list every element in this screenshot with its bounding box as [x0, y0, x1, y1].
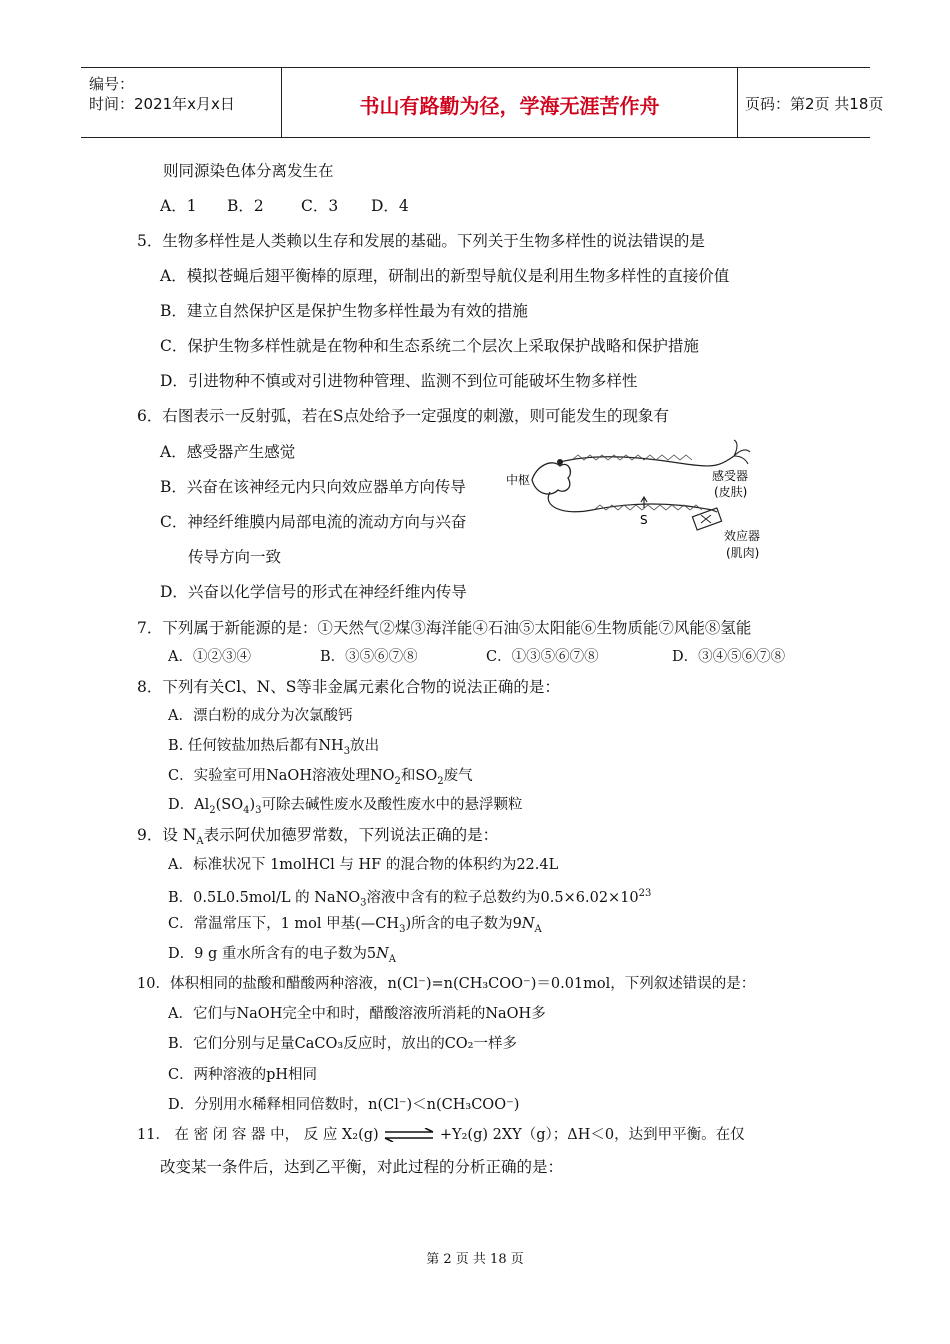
equilibrium-arrow-icon [383, 1128, 435, 1142]
header-motto-cell [281, 68, 738, 137]
q7-option-d: D．③④⑤⑥⑦⑧ [672, 649, 786, 665]
q5-option-a: A．模拟苍蝇后翅平衡棒的原理，研制出的新型导航仪是利用生物多样性的直接价值 [160, 267, 730, 285]
q5-option-d: D．引进物种不慎或对引进物种管理、监测不到位可能破坏生物多样性 [160, 372, 638, 390]
q5-stem: 5．生物多样性是人类赖以生存和发展的基础。下列关于生物多样性的说法错误的是 [137, 232, 705, 250]
q6-option-a: A．感受器产生感觉 [160, 443, 296, 461]
q4-option-b: B．2 [227, 197, 264, 215]
q4-option-d: D．4 [371, 197, 409, 215]
q4-option-c: C．3 [301, 197, 339, 215]
q7-stem: 7．下列属于新能源的是：①天然气②煤③海洋能④石油⑤太阳能⑥生物质能⑦风能⑧氢能 [137, 619, 752, 637]
q10-option-a: A．它们与NaOH完全中和时，醋酸溶液所消耗的NaOH多 [168, 1006, 546, 1022]
center-label: 中枢 [506, 473, 531, 487]
q10-option-d: D．分别用水稀释相同倍数时，n(Cl⁻)＜n(CH₃COO⁻) [168, 1097, 520, 1113]
q11-line1 [137, 1125, 745, 1145]
q6-option-b: B．兴奋在该神经元内只向效应器单方向传导 [160, 478, 466, 496]
center-neuron [532, 463, 570, 494]
q7-option-c: C．①③⑤⑥⑦⑧ [486, 649, 599, 665]
q4-tail-text: 则同源染色体分离发生在 [163, 162, 334, 180]
q9-stem: 9．设 $N_A$表示阿伏加德罗常数，下列说法正确的是： [137, 826, 499, 848]
q6-option-d: D．兴奋以化学信号的形式在神经纤维内传导 [160, 583, 467, 601]
page-info: 页码：第2页 共18页 [745, 95, 884, 113]
q7-option-b: B．③⑤⑥⑦⑧ [320, 649, 418, 665]
receptor-sub-label: (皮肤) [714, 485, 748, 499]
q10-stem: 10．体积相同的盐酸和醋酸两种溶液，n(Cl⁻)=n(CH₃COO⁻)＝0.01mol，下列叙述错误的是： [137, 976, 756, 992]
q11-line1-b: +Y₂(g) 2XY（g）；ΔH＜0，达到甲平衡。在仅 [439, 1127, 745, 1143]
effector-mark [701, 515, 711, 523]
q8-option-c: C．实验室可用NaOH溶液处理$NO_2$和$SO_2$废气 [168, 768, 473, 787]
q9-option-d: D．9 g 重水所含有的电子数为$5N_A$ [168, 946, 396, 965]
q10-option-c: C．两种溶液的pH相同 [168, 1067, 318, 1083]
header-meta [81, 68, 281, 137]
point-s-label: S [640, 513, 648, 527]
reflex-arc-diagram [502, 436, 802, 566]
effector-sub-label: (肌肉) [726, 546, 760, 560]
q7-options [168, 647, 785, 667]
q11-line1-a: 11． 在 密 闭 容 器 中， 反 应 X₂(g) [137, 1127, 379, 1143]
q11-line2: 改变某一条件后，达到乙平衡，对此过程的分析正确的是： [160, 1158, 564, 1176]
q5-option-b: B．建立自然保护区是保护生物多样性最为有效的措施 [160, 302, 528, 320]
q4-option-a: A．1 [160, 197, 197, 215]
receptor-endings [734, 440, 750, 464]
effector-label: 效应器 [724, 529, 761, 543]
q6-stem: 6．右图表示一反射弧，若在S点处给予一定强度的刺激，则可能发生的现象有 [137, 407, 669, 425]
q5-option-c: C．保护生物多样性就是在物种和生态系统二个层次上采取保护战略和保护措施 [160, 337, 699, 355]
effector-block [692, 508, 721, 530]
q6-option-c: C．神经纤维膜内局部电流的流动方向与兴奋 [160, 513, 467, 531]
q8-option-d: D．$Al_2(SO_4)_3$可除去碱性废水及酸性废水中的悬浮颗粒 [168, 797, 523, 816]
q7-option-a: A．①②③④ [168, 649, 251, 665]
page-footer: 第 2 页 共 18 页 [426, 1252, 524, 1267]
q8-option-b: B. 任何铵盐加热后都有$NH_3$放出 [168, 738, 380, 757]
q10-option-b: B．它们分别与足量CaCO₃反应时，放出的CO₂一样多 [168, 1036, 517, 1052]
time-label: 时间：2021年x月x日 [89, 95, 235, 113]
motto: 书山有路勤为径，学海无涯苦作舟 [359, 94, 660, 118]
q8-stem: 8．下列有关Cl、N、S等非金属元素化合物的说法正确的是： [137, 678, 560, 696]
q8-option-a: A．漂白粉的成分为次氯酸钙 [168, 708, 353, 724]
receptor-label: 感受器 [712, 469, 749, 483]
header-page-cell [737, 68, 884, 137]
page-header [81, 67, 884, 138]
q4-options [160, 196, 409, 216]
q9-option-a: A．标准状况下 1molHCl 与 HF 的混合物的体积约为22.4L [168, 857, 559, 873]
q6-option-c-cont: 传导方向一致 [188, 548, 282, 566]
number-label: 编号： [89, 75, 135, 93]
q9-option-b: B．0.5L0.5mol/L 的 NaNO$_3$溶液中含有的粒子总数约为$0.5\times 6.02\times 10^{23}$ [168, 888, 652, 909]
q9-option-c: C．常温常压下，1 mol 甲基$(—CH_3)$所含的电子数为$9N_A$ [168, 916, 542, 935]
